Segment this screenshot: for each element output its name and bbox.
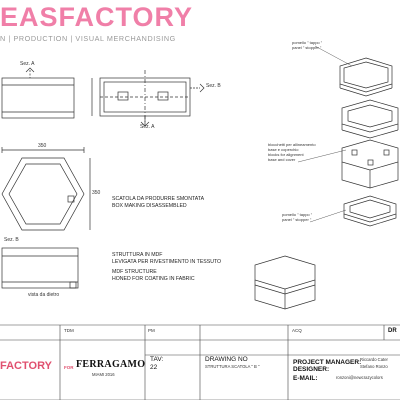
section-a-label-top: Sez. A xyxy=(20,61,35,67)
footer-brand-logo: FACTORY xyxy=(0,360,52,372)
note-structure-it-2: LEVIGATA PER RIVESTIMENTO IN TESSUTO xyxy=(112,259,222,265)
iso-base xyxy=(342,140,398,188)
dimension-width: 350 xyxy=(38,143,47,149)
drawing-number-value: STRUTTURA SCATOLA " B " xyxy=(205,364,260,369)
email-value: ronzoni@newcrazycolors xyxy=(336,375,383,380)
section-b-label-left: Sez. B xyxy=(4,237,19,243)
note-structure-en-1: MDF STRUCTURE xyxy=(112,269,157,275)
project-manager-label: PROJECT MANAGER: xyxy=(293,359,362,366)
callout-top-1: pomello " tappo " xyxy=(292,40,323,45)
for-label: FOR xyxy=(64,365,74,370)
drawing-number-label: DRAWING NO xyxy=(205,356,248,363)
callout-low-1: pomello " tappo " xyxy=(282,212,313,217)
note-structure-it-1: STRUTTURA IN MDF xyxy=(112,252,163,258)
callout-mid-3: blocks for alignment xyxy=(268,152,304,157)
hexagon-plan xyxy=(2,147,90,230)
plan-view-top xyxy=(92,70,204,126)
tav-label: TAV: xyxy=(150,356,164,363)
section-a-label-bottom: Sez. A xyxy=(140,124,155,130)
callout-mid-4: base and cover xyxy=(268,157,296,162)
tb-header-pm: PM xyxy=(148,328,155,333)
callout-mid-2: base e coperchio xyxy=(268,147,299,152)
iso-bottom-panel xyxy=(344,196,396,226)
email-label: E-MAIL: xyxy=(293,375,318,382)
client-logo: FERRAGAMO xyxy=(76,359,146,370)
tb-header-tdm: TDM xyxy=(64,328,74,333)
iso-frame xyxy=(342,100,398,138)
brand-tagline: N | PRODUCTION | VISUAL MERCHANDISING xyxy=(0,34,176,43)
designer-name: Stefano Ronzo xyxy=(360,364,388,369)
tb-header-acq: ACQ xyxy=(292,328,302,333)
callout-top-2: panel " stopper " xyxy=(292,45,322,50)
elevation-section-b xyxy=(2,248,78,288)
project-manager-name: Riccardo Cater xyxy=(360,357,388,362)
note-box-disassembled-en: BOX MAKING DISASSEMBLED xyxy=(112,203,187,209)
iso-assembled xyxy=(255,256,315,309)
brand-logo: EASFACTORY xyxy=(0,2,194,32)
rear-view-label: vista da dietro xyxy=(28,292,60,298)
elevation-top-left xyxy=(2,68,74,118)
note-box-disassembled-it: SCATOLA DA PRODURRE SMONTATA xyxy=(112,196,205,202)
callout-low-2: panel " stopper " xyxy=(282,217,312,222)
callout-mid-1: blocchetti per allineamento xyxy=(268,142,316,147)
dimension-depth: 350 xyxy=(92,190,101,196)
client-subtitle: MIAMI 2016 xyxy=(92,372,115,377)
designer-label: DESIGNER: xyxy=(293,366,330,373)
tb-header-dr: DR xyxy=(388,328,397,334)
section-b-label-right: Sez. B xyxy=(206,83,221,89)
tav-value: 22 xyxy=(150,364,158,371)
note-structure-en-2: HONED FOR COATING IN FABRIC xyxy=(112,276,195,282)
